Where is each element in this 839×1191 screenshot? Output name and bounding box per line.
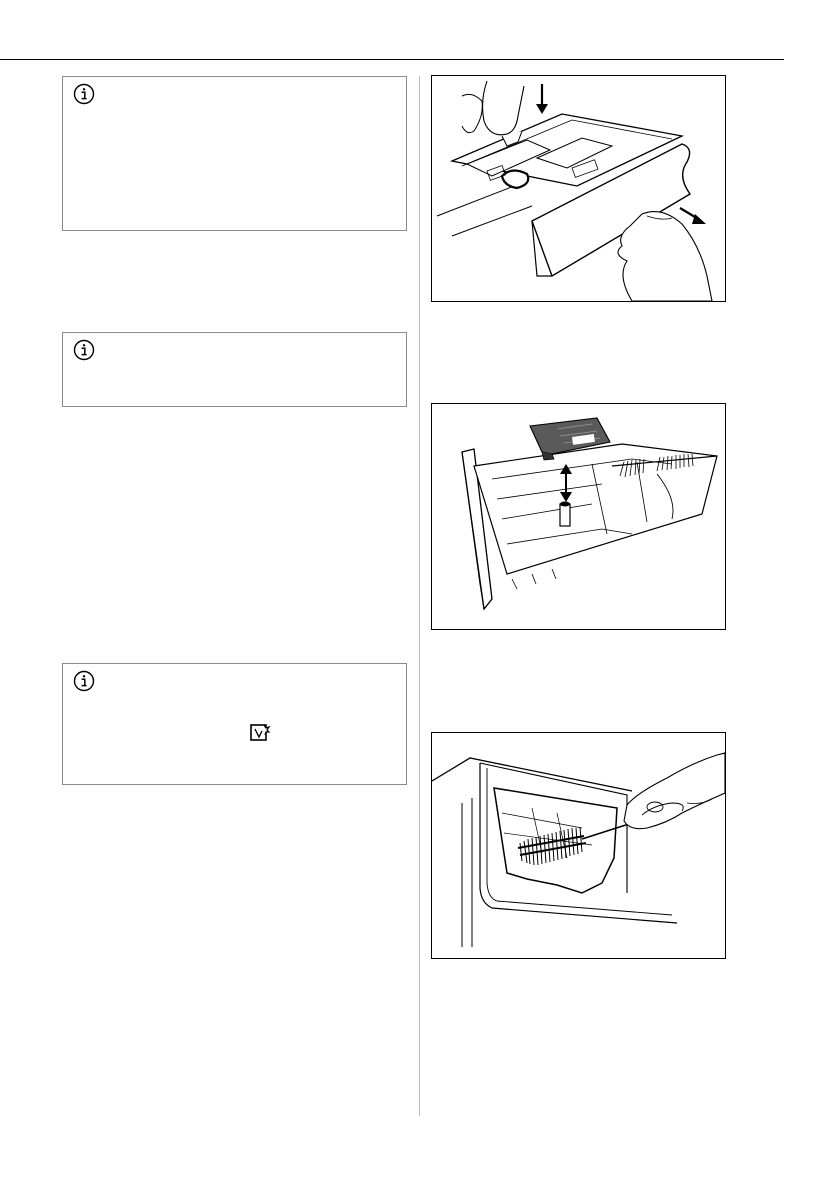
- info-box-3: [62, 663, 407, 785]
- siphon-cap-cleaning-illustration: [431, 403, 726, 630]
- dispenser-recess-brush-cleaning-illustration: [431, 732, 726, 959]
- info-icon: [73, 670, 95, 692]
- info-box-1: [62, 76, 407, 231]
- header-rule: [0, 59, 784, 60]
- column-divider: [419, 76, 420, 1116]
- dispenser-removal-illustration: [431, 75, 726, 302]
- machine-care-symbol-icon: [249, 723, 271, 743]
- info-icon: [73, 83, 95, 105]
- info-icon: [73, 339, 95, 361]
- info-box-2: [62, 332, 407, 407]
